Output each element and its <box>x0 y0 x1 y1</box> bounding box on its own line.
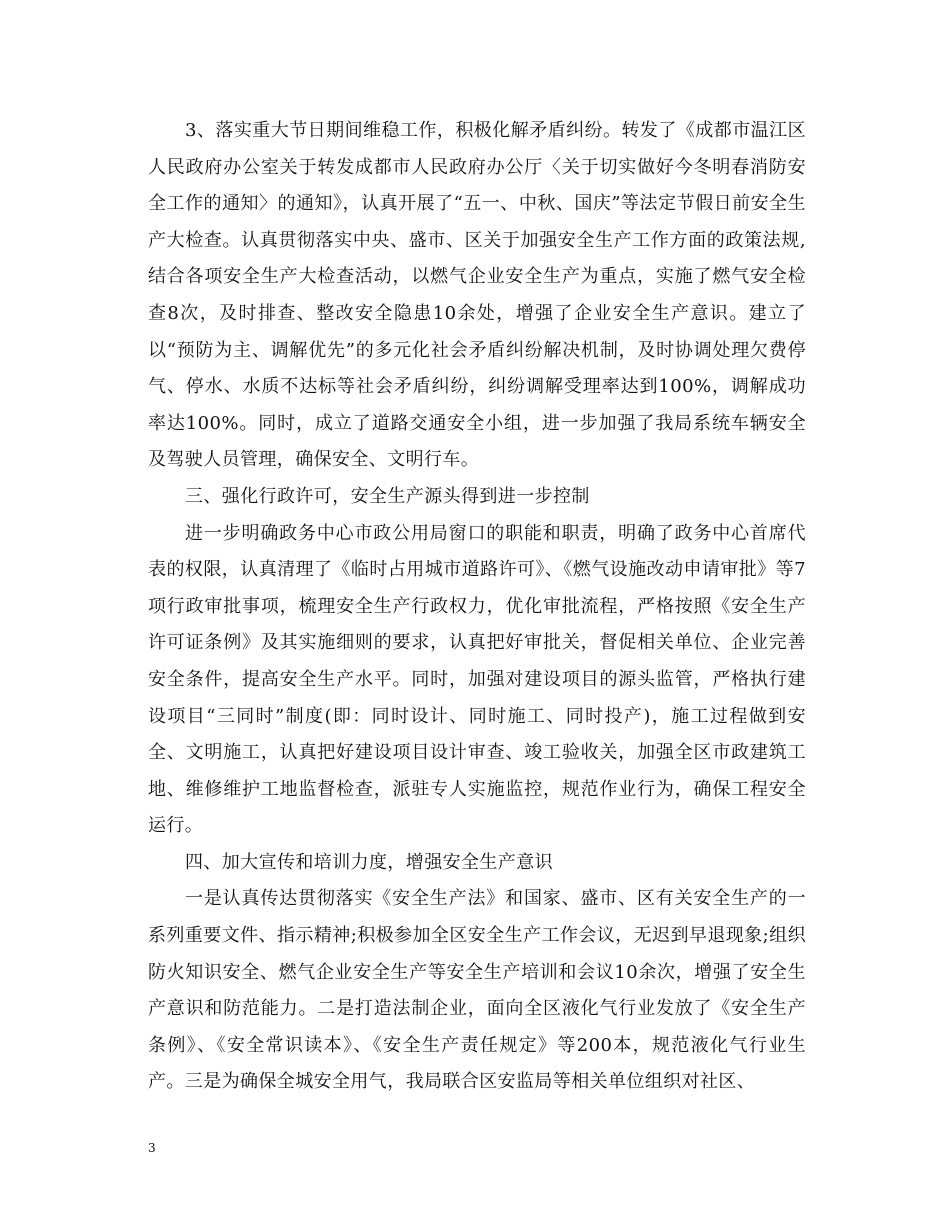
page-number: 3 <box>148 1141 156 1155</box>
paragraph-administrative-licensing: 进一步明确政务中心市政公用局窗口的职能和职责，明确了政务中心首席代表的权限，认真清理了《临时占用城市道路许可》、《燃气设施改动申请审批》等7项行政审批事项，梳理安全生产行政权力，优化审批流程，严格按照《安全生产许可证条例》及其实施细则的要求，认真把好审批关，督促相关单位、企业完善安全条件，提高安全生产水平。同时，加强对建设项目的源头监管，严格执行建设项目“三同时”制度(即：同时设计、同时施工、同时投产)，施工过程做到安全、文明施工，认真把好建设项目设计审查、竣工验收关，加强全区市政建筑工地、维修维护工地监督检查，派驻专人实施监控，规范作业行为，确保工程安全运行。 <box>148 522 806 837</box>
section-heading-administrative-licensing: 三、强化行政许可，安全生产源头得到进一步控制 <box>185 485 590 507</box>
paragraph-publicity-training: 一是认真传达贯彻落实《安全生产法》和国家、盛市、区有关安全生产的一系列重要文件、指示精神;积极参加全区安全生产工作会议，无迟到早退现象;组织防火知识安全、燃气企业安全生产等安全生产培训和会议10余次，增强了安全生产意识和防范能力。二是打造法制企业，面向全区液化气行业发放了《安全生产条例》、《安全常识读本》、《安全生产责任规定》等200本，规范液化气行业生产。三是为确保全城安全用气，我局联合区安监局等相关单位组织对社区、 <box>148 888 806 1093</box>
paragraph-holiday-stability: 3、落实重大节日期间维稳工作，积极化解矛盾纠纷。转发了《成都市温江区人民政府办公室关于转发成都市人民政府办公厅〈关于切实做好今冬明春消防安全工作的通知〉的通知》，认真开展了“五一、中秋、国庆”等法定节假日前安全生产大检查。认真贯彻落实中央、盛市、区关于加强安全生产工作方面的政策法规,结合各项安全生产大检查活动，以燃气企业安全生产为重点，实施了燃气安全检查8次，及时排查、整改安全隐患10余处，增强了企业安全生产意识。建立了以“预防为主、调解优先”的多元化社会矛盾纠纷解决机制，及时协调处理欠费停气、停水、水质不达标等社会矛盾纠纷，纠纷调解受理率达到100%，调解成功率达100%。同时，成立了道路交通安全小组，进一步加强了我局系统车辆安全及驾驶人员管理，确保安全、文明行车。 <box>148 120 806 471</box>
document-body <box>148 113 806 1101</box>
section-heading-publicity-training: 四、加大宣传和培训力度，增强安全生产意识 <box>185 851 553 873</box>
